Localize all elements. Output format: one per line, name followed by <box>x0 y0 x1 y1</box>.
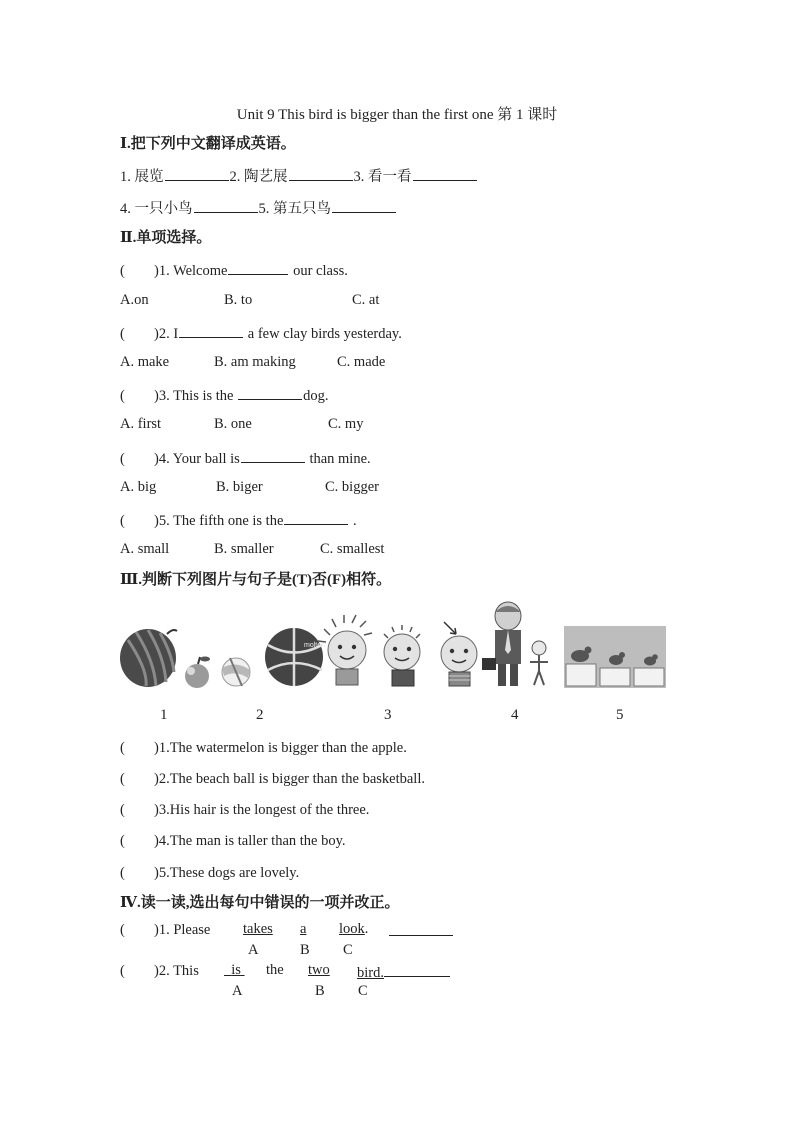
answer-blank[interactable] <box>179 323 243 338</box>
option-a[interactable]: A. big <box>120 479 157 495</box>
picture-strip <box>118 600 666 695</box>
option-a[interactable]: A. make <box>120 354 170 370</box>
judge-sentence-2 <box>120 770 425 788</box>
item-4: 4. 一只小鸟 <box>120 201 193 217</box>
picture-number-5: 5 <box>616 707 624 723</box>
section-1-heading: Ⅰ.把下列中文翻译成英语。 <box>120 136 296 152</box>
answer-blank[interactable] <box>238 385 302 400</box>
question-2 <box>120 323 402 343</box>
label-b: B <box>300 942 310 958</box>
error-question-2 <box>120 962 199 980</box>
answer-paren[interactable]: ( <box>120 963 125 979</box>
ball-brand-text: molten <box>304 642 326 649</box>
apple-icon <box>185 657 210 689</box>
answer-blank[interactable] <box>289 166 353 181</box>
judge-sentence-4 <box>120 832 346 850</box>
error-question-1 <box>120 921 210 939</box>
question-text: )2. This <box>154 963 199 979</box>
error-part-b: two <box>308 962 330 978</box>
answer-paren[interactable]: ( <box>120 513 125 529</box>
question-text-end: dog. <box>303 388 329 404</box>
error-part-b: a <box>300 921 307 937</box>
option-c[interactable]: C. made <box>337 354 386 370</box>
question-text-end: our class. <box>289 263 348 279</box>
answer-paren[interactable]: ( <box>120 263 125 279</box>
answer-blank[interactable] <box>165 166 229 181</box>
answer-blank[interactable] <box>228 260 288 275</box>
answer-paren[interactable]: ( <box>120 865 125 881</box>
question-4 <box>120 448 371 468</box>
picture-number-4: 4 <box>511 707 519 723</box>
answer-paren[interactable]: ( <box>120 388 125 404</box>
question-text: )2. I <box>154 326 179 342</box>
error-part-c-group <box>339 921 368 938</box>
answer-paren[interactable]: ( <box>120 451 125 467</box>
judge-sentence-3 <box>120 801 369 819</box>
sentence-text: )1.The watermelon is bigger than the apple. <box>154 740 407 756</box>
label-c: C <box>343 942 353 958</box>
clay-birds-icon <box>564 626 666 688</box>
section-3-heading: Ⅲ.判断下列图片与句子是(T)否(F)相符。 <box>120 572 392 588</box>
option-a[interactable]: A.on <box>120 292 149 308</box>
option-a[interactable]: A. first <box>120 416 162 432</box>
boy-medium-hair-icon <box>384 625 420 686</box>
boy-long-hair-icon <box>318 615 372 685</box>
judge-sentence-5 <box>120 864 299 882</box>
section-4-heading: Ⅳ.读一读,选出每句中错误的一项并改正。 <box>120 895 400 911</box>
page-title: Unit 9 This bird is bigger than the first one 第 1 课时 <box>236 107 558 123</box>
watermelon-icon <box>120 629 177 687</box>
question-text-end: a few clay birds yesterday. <box>244 326 402 342</box>
question-3 <box>120 385 328 405</box>
error-part-c: bird. <box>357 965 384 981</box>
question-text: )5. The fifth one is the <box>154 513 284 529</box>
question-text-end: . <box>349 513 357 529</box>
question-5 <box>120 510 357 530</box>
answer-paren[interactable]: ( <box>120 771 125 787</box>
answer-blank[interactable] <box>194 198 258 213</box>
error-part-a: takes <box>243 921 273 937</box>
label-a: A <box>248 942 259 958</box>
answer-blank[interactable] <box>241 448 305 463</box>
answer-blank[interactable] <box>284 510 348 525</box>
answer-blank[interactable] <box>332 198 396 213</box>
label-a: A <box>232 983 243 999</box>
error-part-c-group <box>357 962 451 982</box>
correction-blank[interactable] <box>384 962 450 977</box>
question-text: )4. Your ball is <box>154 451 240 467</box>
picture-number-1: 1 <box>160 707 168 723</box>
option-a[interactable]: A. small <box>120 541 170 557</box>
question-text: )1. Please <box>154 922 211 938</box>
sentence-text: )3.His hair is the longest of the three. <box>154 802 370 818</box>
error-part-a-text: is <box>231 962 241 978</box>
question-text: )1. Welcome <box>154 263 228 279</box>
answer-paren[interactable]: ( <box>120 802 125 818</box>
option-b[interactable]: B. one <box>214 416 252 432</box>
item-3: 3. 看一看 <box>353 169 412 185</box>
basketball-icon <box>265 628 325 686</box>
section-1-row-2 <box>120 198 397 218</box>
answer-paren[interactable]: ( <box>120 326 125 342</box>
boy-short-hair-icon <box>441 622 477 686</box>
section-2-heading: Ⅱ.单项选择。 <box>120 230 212 246</box>
man-and-boy-icon <box>482 602 548 686</box>
sentence-text: )2.The beach ball is bigger than the basketball. <box>154 771 425 787</box>
correction-blank[interactable] <box>389 921 453 936</box>
item-2: 2. 陶艺展 <box>229 169 288 185</box>
section-1-row-1 <box>120 166 478 186</box>
judge-sentence-1 <box>120 739 407 757</box>
error-part-c: look <box>339 921 365 937</box>
correction-blank-wrap <box>388 921 454 941</box>
error-part-a <box>224 962 245 979</box>
picture-number-2: 2 <box>256 707 264 723</box>
option-b[interactable]: B. biger <box>216 479 263 495</box>
beach-ball-icon <box>222 658 250 686</box>
sentence-end: . <box>364 921 369 937</box>
question-text: )3. This is the <box>154 388 238 404</box>
option-c[interactable]: C. smallest <box>320 541 385 557</box>
option-b[interactable]: B. am making <box>214 354 296 370</box>
question-1 <box>120 260 348 280</box>
option-c[interactable]: C. my <box>328 416 364 432</box>
sentence-text: )5.These dogs are lovely. <box>154 865 300 881</box>
sentence-word: the <box>266 962 284 978</box>
option-c[interactable]: C. at <box>352 292 380 308</box>
answer-paren[interactable]: ( <box>120 833 125 849</box>
option-b[interactable]: B. smaller <box>214 541 274 557</box>
option-b[interactable]: B. to <box>224 292 253 308</box>
answer-paren[interactable]: ( <box>120 922 125 938</box>
sentence-text: )4.The man is taller than the boy. <box>154 833 346 849</box>
picture-number-3: 3 <box>384 707 392 723</box>
item-5: 5. 第五只鸟 <box>258 201 331 217</box>
answer-blank[interactable] <box>413 166 477 181</box>
option-c[interactable]: C. bigger <box>325 479 379 495</box>
label-c: C <box>358 983 368 999</box>
item-1: 1. 展览 <box>120 169 164 185</box>
question-text-end: than mine. <box>305 451 371 467</box>
label-b: B <box>315 983 325 999</box>
answer-paren[interactable]: ( <box>120 740 125 756</box>
